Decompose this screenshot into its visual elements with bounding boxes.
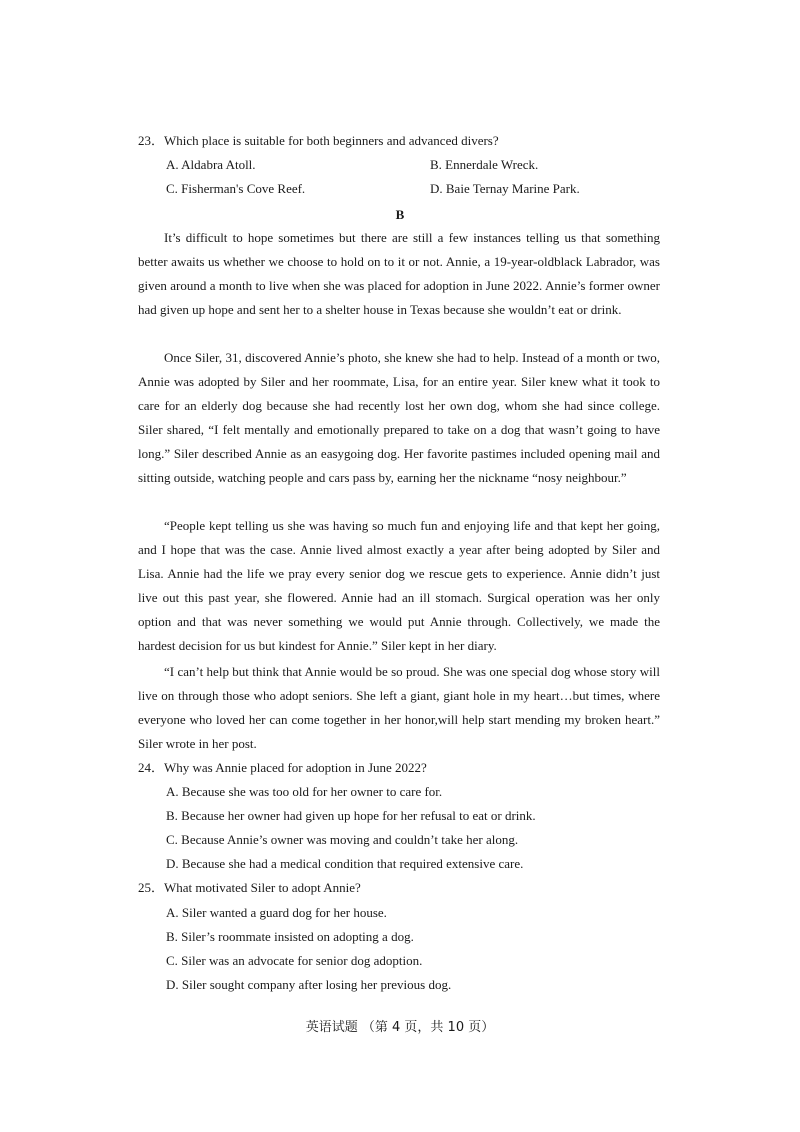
question-25-option-d: D. Siler sought company after losing her previous dog. <box>166 977 452 992</box>
question-24-option-c: C. Because Annie’s owner was moving and couldn’t take her along. <box>166 832 519 847</box>
question-25-option-a: A. Siler wanted a guard dog for her house. <box>166 905 387 920</box>
question-23-option-d: D. Baie Ternay Marine Park. <box>430 181 580 196</box>
question-25-option-b: B. Siler’s roommate insisted on adopting a dog. <box>166 929 414 944</box>
passage-paragraph-4: “I can’t help but think that Annie would be so proud. She was one special dog whose story will live on through those who adopt seniors. She left a giant, giant hole in my heart…but times, where everyone who loved her can come together in her honor,will help start mending my broken heart.” Siler wrote in her post. <box>138 664 660 751</box>
passage-paragraph-1: It’s difficult to hope sometimes but there are still a few instances telling us that something better awaits us whether we choose to hold on to it or not. Annie, a 19-year-oldblack Labrador, was given around a month to live when she was placed for adoption in June 2022. Annie’s former owner had given up hope and sent her to a shelter house in Texas because she wouldn’t eat or drink. <box>138 230 660 317</box>
question-23-option-b: B. Ennerdale Wreck. <box>430 157 539 172</box>
question-24-option-a: A. Because she was too old for her owner to care for. <box>166 784 443 799</box>
passage-paragraph-3: “People kept telling us she was having so much fun and enjoying life and that kept her going, and I hope that was the case. Annie lived almost exactly a year after being adopted by Siler and Lisa. Annie had the life we pray every senior dog we rescue gets to experience. Annie didn’t just live out this past year, she flowered. Annie had an ill stomach. Surgical operation was her only option and that was never something we would put Annie through. Collectively, we made the hardest decision for us but kindest for Annie.” Siler kept in her diary. <box>138 518 660 653</box>
section-b-heading: B <box>395 207 405 222</box>
question-24-stem: 24．Why was Annie placed for adoption in June 2022? <box>138 760 427 775</box>
page-footer: 英语试题 （第 4 页，共 10 页） <box>305 1020 495 1035</box>
question-25-option-c: C. Siler was an advocate for senior dog adoption. <box>166 953 423 968</box>
question-23-option-c: C. Fisherman's Cove Reef. <box>166 181 306 196</box>
passage-paragraph-2: Once Siler, 31, discovered Annie’s photo, she knew she had to help. Instead of a month or two, Annie was adopted by Siler and her roommate, Lisa, for an entire year. Siler knew what it took to care for an elderly dog because she had recently lost her own dog, whom she had since college. Siler shared, “I felt mentally and emotionally prepared to take on a dog that wasn’t going to have long.” Siler described Annie as an easygoing dog. Her favorite pastimes included opening mail and sitting outside, watching people and cars pass by, earning her the nickname “nosy neighbour.” <box>138 350 660 485</box>
question-24-option-d: D. Because she had a medical condition that required extensive care. <box>166 856 524 871</box>
question-24-option-b: B. Because her owner had given up hope for her refusal to eat or drink. <box>166 808 536 823</box>
question-23-stem: 23．Which place is suitable for both beginners and advanced divers? <box>138 133 499 148</box>
question-25-stem: 25．What motivated Siler to adopt Annie? <box>138 880 361 895</box>
question-23-option-a: A. Aldabra Atoll. <box>166 157 256 172</box>
